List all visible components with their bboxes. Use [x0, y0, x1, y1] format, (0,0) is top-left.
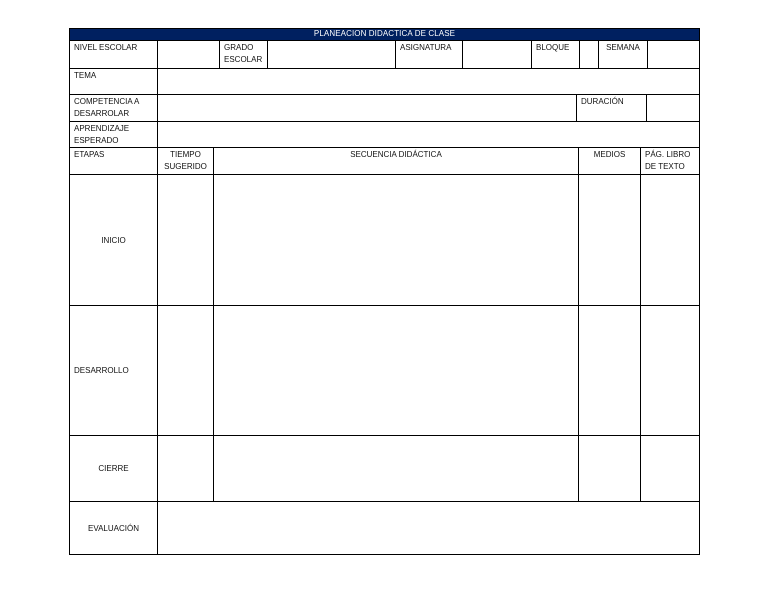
- grado-escolar-field[interactable]: [268, 41, 395, 68]
- grado-escolar-label: [220, 41, 267, 68]
- grado-escolar-label-line1: GRADO: [224, 43, 254, 52]
- stage-desarrollo-label: DESARROLLO: [74, 366, 129, 376]
- etapas-header: ETAPAS: [74, 150, 105, 159]
- inicio-pagina-field[interactable]: [641, 175, 699, 305]
- cierre-pagina-field[interactable]: [641, 436, 699, 501]
- grado-escolar-label-line2: ESCOLAR: [224, 54, 263, 64]
- inicio-tiempo-field[interactable]: [158, 175, 213, 305]
- aprendizaje-label: [70, 122, 157, 147]
- tiempo-header-line1: TIEMPO: [170, 150, 201, 159]
- duracion-label: DURACIÓN: [581, 97, 624, 106]
- competencia-label-line2: DESARROLAR: [74, 108, 130, 118]
- pag-libro-header: [641, 148, 699, 174]
- aprendizaje-label-line2: ESPERADO: [74, 135, 119, 145]
- bloque-field[interactable]: [580, 41, 598, 68]
- desarrollo-medios-field[interactable]: [579, 306, 640, 435]
- pag-libro-header-line1: PÁG. LIBRO: [645, 150, 691, 159]
- evaluacion-field[interactable]: [158, 502, 699, 554]
- stage-inicio-label: INICIO: [101, 235, 126, 245]
- stage-cierre-label: CIERRE: [98, 464, 129, 474]
- competencia-field[interactable]: [158, 95, 576, 121]
- asignatura-label: ASIGNATURA: [400, 43, 452, 52]
- desarrollo-tiempo-field[interactable]: [158, 306, 213, 435]
- duracion-field[interactable]: [647, 95, 699, 121]
- cierre-secuencia-field[interactable]: [214, 436, 578, 501]
- aprendizaje-label-line1: APRENDIZAJE: [74, 124, 130, 133]
- tema-label: TEMA: [74, 71, 97, 80]
- nivel-escolar-field[interactable]: [158, 41, 219, 68]
- bloque-label: BLOQUE: [536, 43, 570, 52]
- desarrollo-secuencia-field[interactable]: [214, 306, 578, 435]
- nivel-escolar-label: NIVEL ESCOLAR: [74, 43, 138, 52]
- inicio-secuencia-field[interactable]: [214, 175, 578, 305]
- tiempo-sugerido-header: [158, 148, 213, 174]
- tiempo-header-line2: SUGERIDO: [164, 161, 207, 171]
- competencia-label: [70, 95, 157, 121]
- medios-header: MEDIOS: [593, 150, 626, 159]
- secuencia-didactica-header: SECUENCIA DIDÁCTICA: [350, 150, 442, 159]
- pag-libro-header-line2: DE TEXTO: [645, 161, 685, 171]
- stage-evaluacion-label: EVALUACIÓN: [88, 523, 139, 533]
- cierre-tiempo-field[interactable]: [158, 436, 213, 501]
- asignatura-field[interactable]: [463, 41, 531, 68]
- aprendizaje-field[interactable]: [158, 122, 699, 147]
- semana-label: SEMANA: [606, 43, 640, 52]
- form-title: PLANEACION DIDACTICA DE CLASE: [69, 28, 700, 40]
- semana-field[interactable]: [648, 41, 699, 68]
- inicio-medios-field[interactable]: [579, 175, 640, 305]
- lesson-plan-form: [69, 28, 700, 555]
- tema-field[interactable]: [158, 69, 699, 94]
- cierre-medios-field[interactable]: [579, 436, 640, 501]
- desarrollo-pagina-field[interactable]: [641, 306, 699, 435]
- competencia-label-line1: COMPETENCIA A: [74, 97, 140, 106]
